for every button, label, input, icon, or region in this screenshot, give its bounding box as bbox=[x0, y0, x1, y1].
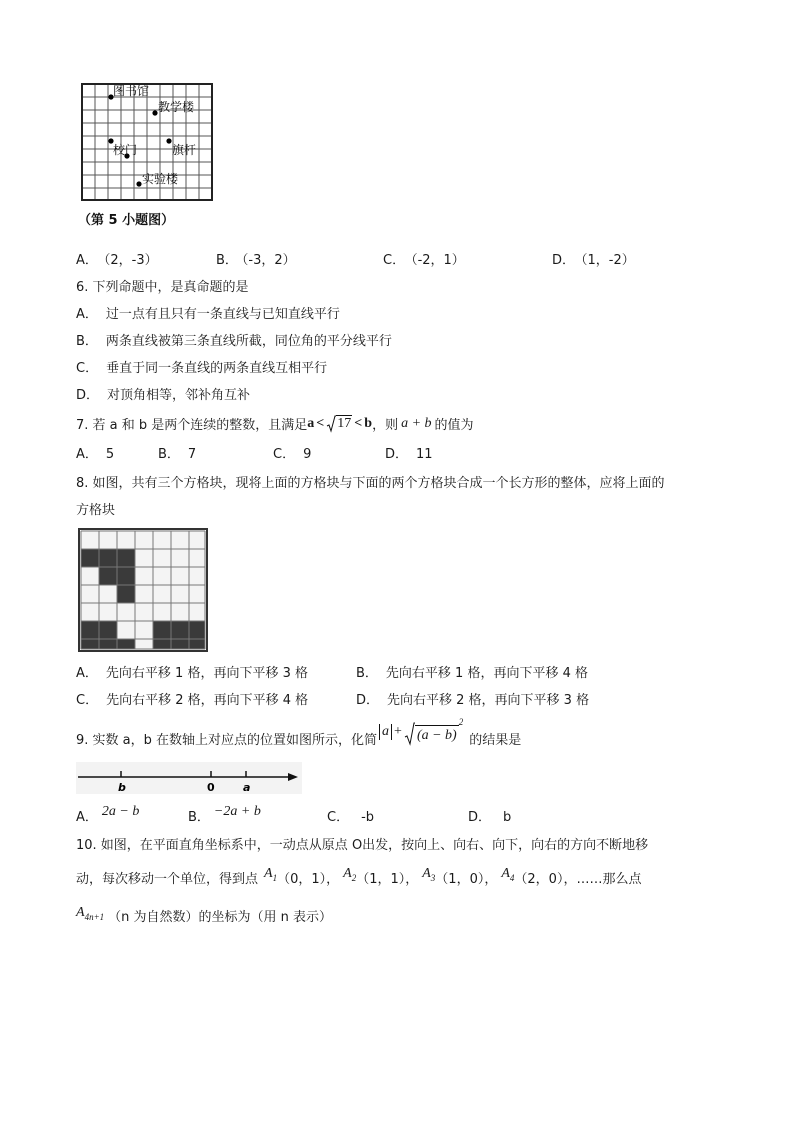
campus-grid-figure bbox=[78, 80, 216, 230]
flagpole-point bbox=[166, 138, 171, 143]
q5-option-d[interactable]: D． （1，-2） bbox=[552, 253, 635, 268]
q8-option-b[interactable]: B． 先向右平移 1 格，再向下平移 4 格 bbox=[356, 666, 588, 681]
q6-option-c[interactable]: C． 垂直于同一条直线的两条直线互相平行 bbox=[76, 361, 328, 376]
block-grid-figure bbox=[78, 528, 210, 653]
q7-option-a[interactable]: A． 5 bbox=[76, 447, 115, 462]
q7-stem: 7. 若 a 和 b 是两个连续的整数，且满足 a < 17 < b ，则 a + b 的值为 bbox=[76, 415, 474, 433]
q9-stem: 9. 实数 a，b 在数轴上对应点的位置如图所示，化简 a + (a − b) 2 的结果是 bbox=[76, 717, 522, 748]
q9-option-c[interactable]: C． -b bbox=[327, 810, 375, 825]
b-point-label: b bbox=[118, 781, 126, 794]
q7-option-d[interactable]: D． 11 bbox=[385, 447, 433, 462]
q5-option-c[interactable]: C． （-2，1） bbox=[383, 253, 465, 268]
lab-building-point bbox=[136, 181, 141, 186]
figure-caption: （第 5 小题图） bbox=[78, 213, 175, 228]
q9-option-a[interactable]: A． 2a − b bbox=[76, 804, 140, 825]
q8-option-d[interactable]: D． 先向右平移 2 格，再向下平移 3 格 bbox=[356, 693, 590, 708]
radical-sign-icon bbox=[326, 415, 336, 433]
library-label: 图书馆 bbox=[113, 84, 150, 98]
q5-option-a[interactable]: A． （2，-3） bbox=[76, 253, 158, 268]
q5-option-b[interactable]: B． （-3，2） bbox=[216, 253, 296, 268]
gate-label: 校门 bbox=[113, 143, 138, 157]
q10-line2: 动，每次移动一个单位，得到点 A 1 （0，1）， A 2 （1，1）， A 3 （1，0）， A 4 （2，0）， ……那么点 bbox=[76, 866, 642, 887]
q7-option-c[interactable]: C． 9 bbox=[273, 447, 312, 462]
q8-stem-line1: 8. 如图，共有三个方格块，现将上面的方格块与下面的两个方格块合成一个长方形的整体，应将上面的 bbox=[76, 476, 665, 491]
q9-option-d[interactable]: D． b bbox=[468, 810, 512, 825]
q6-option-b[interactable]: B． 两条直线被第三条直线所截，同位角的平分线平行 bbox=[76, 334, 392, 349]
q6-option-a[interactable]: A． 过一点有且只有一条直线与已知直线平行 bbox=[76, 307, 340, 322]
q10-line3: A 4n+1 （n 为自然数）的坐标为（用 n 表示） bbox=[76, 905, 333, 925]
teaching-building-label: 教学楼 bbox=[158, 100, 195, 114]
a-point-label: a bbox=[243, 781, 251, 794]
lab-building-label: 实验楼 bbox=[142, 172, 179, 186]
q8-option-c[interactable]: C． 先向右平移 2 格，再向下平移 4 格 bbox=[76, 693, 309, 708]
q8-stem-line2: 方格块 bbox=[76, 503, 116, 518]
q8-option-a[interactable]: A． 先向右平移 1 格，再向下平移 3 格 bbox=[76, 666, 308, 681]
q6-option-d[interactable]: D． 对顶角相等，邻补角互补 bbox=[76, 388, 251, 403]
flagpole-label: 旗杆 bbox=[172, 143, 197, 157]
number-line-figure bbox=[76, 762, 302, 796]
q7-option-b[interactable]: B． 7 bbox=[158, 447, 197, 462]
radical-sign-icon bbox=[404, 722, 415, 746]
q6-stem: 6. 下列命题中，是真命题的是 bbox=[76, 280, 249, 295]
teaching-building-point bbox=[152, 110, 157, 115]
q10-line1: 10. 如图，在平面直角坐标系中，一动点从原点 O出发，按向上、向右、向下，向右的方向不断地移 bbox=[76, 838, 649, 853]
zero-point-label: 0 bbox=[207, 781, 215, 794]
q9-option-b[interactable]: B． −2a + b bbox=[188, 804, 261, 825]
